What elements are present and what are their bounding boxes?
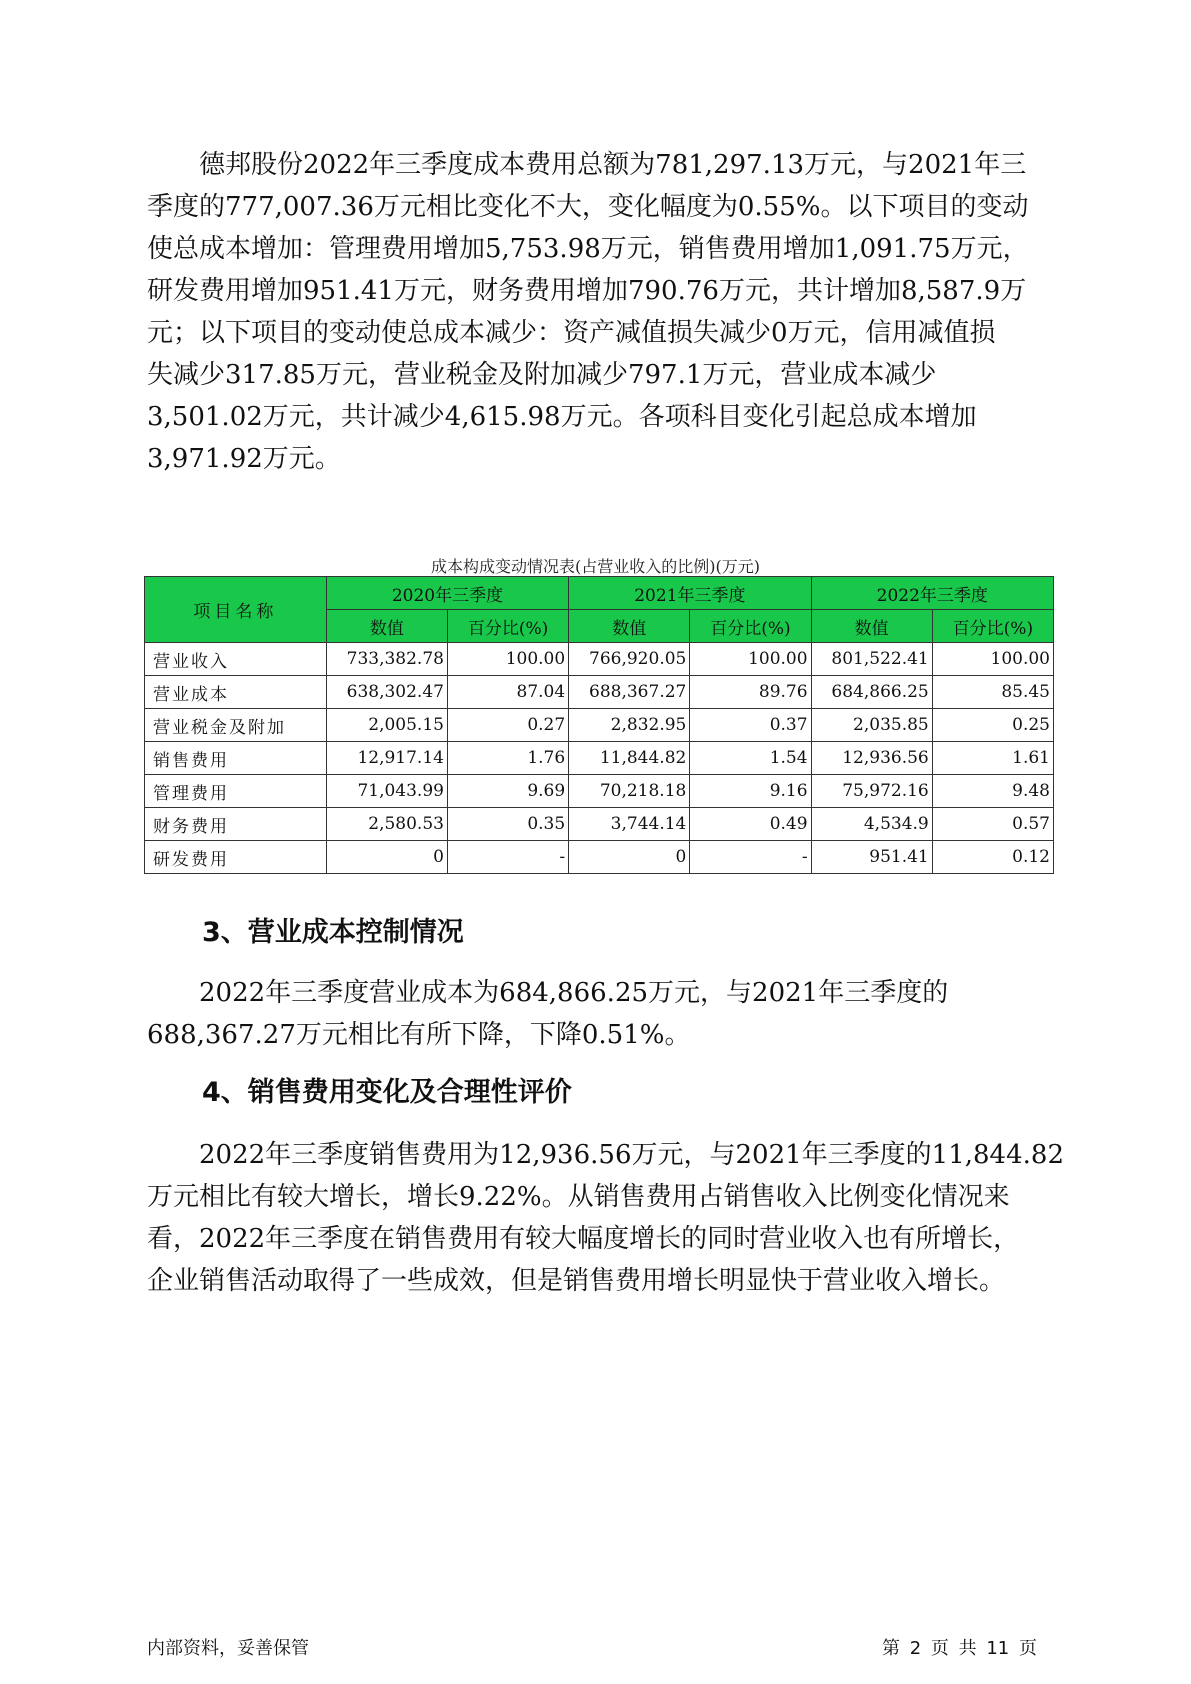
row-name: 营业成本 — [145, 676, 327, 709]
paragraph-line: 元；以下项目的变动使总成本减少：资产减值损失减少0万元，信用减值损 — [147, 318, 996, 348]
footer-page-number: 第 2 页 共 11 页 — [882, 1638, 1037, 1659]
value-2020: 733,382.78 — [326, 643, 447, 676]
percent-2021: - — [690, 841, 811, 874]
value-header: 数值 — [569, 610, 690, 643]
value-header: 数值 — [811, 610, 932, 643]
percent-header: 百分比(%) — [932, 610, 1053, 643]
paragraph-line: 季度的777,007.36万元相比变化不大，变化幅度为0.55%。以下项目的变动 — [147, 192, 1029, 222]
paragraph-line: 研发费用增加951.41万元，财务费用增加790.76万元，共计增加8,587.9万 — [147, 276, 1027, 306]
value-2020: 2,005.15 — [326, 709, 447, 742]
section-4-heading: 4、销售费用变化及合理性评价 — [202, 1077, 572, 1108]
paragraph-line: 688,367.27万元相比有所下降，下降0.51%。 — [147, 1020, 691, 1050]
value-2020: 2,580.53 — [326, 808, 447, 841]
row-name: 营业税金及附加 — [145, 709, 327, 742]
table-row — [145, 643, 1054, 676]
table-row — [145, 775, 1054, 808]
percent-2021: 100.00 — [690, 643, 811, 676]
table-row — [145, 709, 1054, 742]
table-row — [145, 676, 1054, 709]
percent-2022: 0.12 — [932, 841, 1053, 874]
paragraph-line: 德邦股份2022年三季度成本费用总额为781,297.13万元，与2021年三 — [199, 150, 1027, 180]
paragraph-line: 企业销售活动取得了一些成效，但是销售费用增长明显快于营业收入增长。 — [147, 1266, 1006, 1296]
value-2022: 12,936.56 — [811, 742, 932, 775]
row-name: 营业收入 — [145, 643, 327, 676]
value-2022: 4,534.9 — [811, 808, 932, 841]
value-2020: 0 — [326, 841, 447, 874]
table-caption: 成本构成变动情况表(占营业收入的比例)(万元) — [431, 557, 760, 576]
percent-2022: 1.61 — [932, 742, 1053, 775]
value-2022: 2,035.85 — [811, 709, 932, 742]
percent-header: 百分比(%) — [690, 610, 811, 643]
percent-2021: 9.16 — [690, 775, 811, 808]
table-header-row — [145, 577, 1054, 610]
percent-2021: 1.54 — [690, 742, 811, 775]
percent-2022: 85.45 — [932, 676, 1053, 709]
row-name: 研发费用 — [145, 841, 327, 874]
paragraph-line: 3,971.92万元。 — [147, 444, 341, 474]
percent-2020: 100.00 — [447, 643, 568, 676]
value-2021: 688,367.27 — [569, 676, 690, 709]
value-header: 数值 — [326, 610, 447, 643]
percent-2022: 100.00 — [932, 643, 1053, 676]
section-3-heading: 3、营业成本控制情况 — [202, 917, 464, 948]
percent-2020: - — [447, 841, 568, 874]
value-2020: 12,917.14 — [326, 742, 447, 775]
value-2021: 766,920.05 — [569, 643, 690, 676]
item-name-header: 项目名称 — [145, 577, 327, 643]
section-4-paragraph — [147, 1134, 1064, 1302]
percent-2020: 87.04 — [447, 676, 568, 709]
paragraph-line: 3,501.02万元，共计减少4,615.98万元。各项科目变化引起总成本增加 — [147, 402, 977, 432]
section-3-paragraph — [147, 972, 1060, 1056]
percent-2021: 0.49 — [690, 808, 811, 841]
percent-2020: 0.35 — [447, 808, 568, 841]
percent-2021: 0.37 — [690, 709, 811, 742]
footer-confidential-note: 内部资料，妥善保管 — [147, 1638, 309, 1659]
value-2021: 3,744.14 — [569, 808, 690, 841]
value-2022: 684,866.25 — [811, 676, 932, 709]
percent-2022: 0.57 — [932, 808, 1053, 841]
period-header-2021: 2021年三季度 — [569, 577, 811, 610]
percent-2021: 89.76 — [690, 676, 811, 709]
percent-2022: 9.48 — [932, 775, 1053, 808]
value-2020: 638,302.47 — [326, 676, 447, 709]
paragraph-line: 2022年三季度营业成本为684,866.25万元，与2021年三季度的 — [199, 978, 949, 1008]
summary-paragraph — [147, 144, 1060, 480]
value-2021: 0 — [569, 841, 690, 874]
cost-structure-table — [144, 576, 1054, 874]
value-2021: 70,218.18 — [569, 775, 690, 808]
value-2022: 951.41 — [811, 841, 932, 874]
table-row — [145, 808, 1054, 841]
percent-2022: 0.25 — [932, 709, 1053, 742]
percent-2020: 0.27 — [447, 709, 568, 742]
row-name: 销售费用 — [145, 742, 327, 775]
value-2021: 2,832.95 — [569, 709, 690, 742]
paragraph-line: 看，2022年三季度在销售费用有较大幅度增长的同时营业收入也有所增长， — [147, 1224, 1020, 1254]
period-header-2022: 2022年三季度 — [811, 577, 1053, 610]
value-2020: 71,043.99 — [326, 775, 447, 808]
table-row — [145, 841, 1054, 874]
percent-2020: 9.69 — [447, 775, 568, 808]
row-name: 管理费用 — [145, 775, 327, 808]
paragraph-line: 万元相比有较大增长，增长9.22%。从销售费用占销售收入比例变化情况来 — [147, 1182, 1010, 1212]
paragraph-line: 使总成本增加：管理费用增加5,753.98万元，销售费用增加1,091.75万元， — [147, 234, 1029, 264]
period-header-2020: 2020年三季度 — [326, 577, 568, 610]
percent-header: 百分比(%) — [447, 610, 568, 643]
value-2022: 75,972.16 — [811, 775, 932, 808]
value-2021: 11,844.82 — [569, 742, 690, 775]
percent-2020: 1.76 — [447, 742, 568, 775]
table-row — [145, 742, 1054, 775]
value-2022: 801,522.41 — [811, 643, 932, 676]
row-name: 财务费用 — [145, 808, 327, 841]
paragraph-line: 2022年三季度销售费用为12,936.56万元，与2021年三季度的11,844.82 — [199, 1140, 1064, 1170]
paragraph-line: 失减少317.85万元，营业税金及附加减少797.1万元，营业成本减少 — [147, 360, 937, 390]
